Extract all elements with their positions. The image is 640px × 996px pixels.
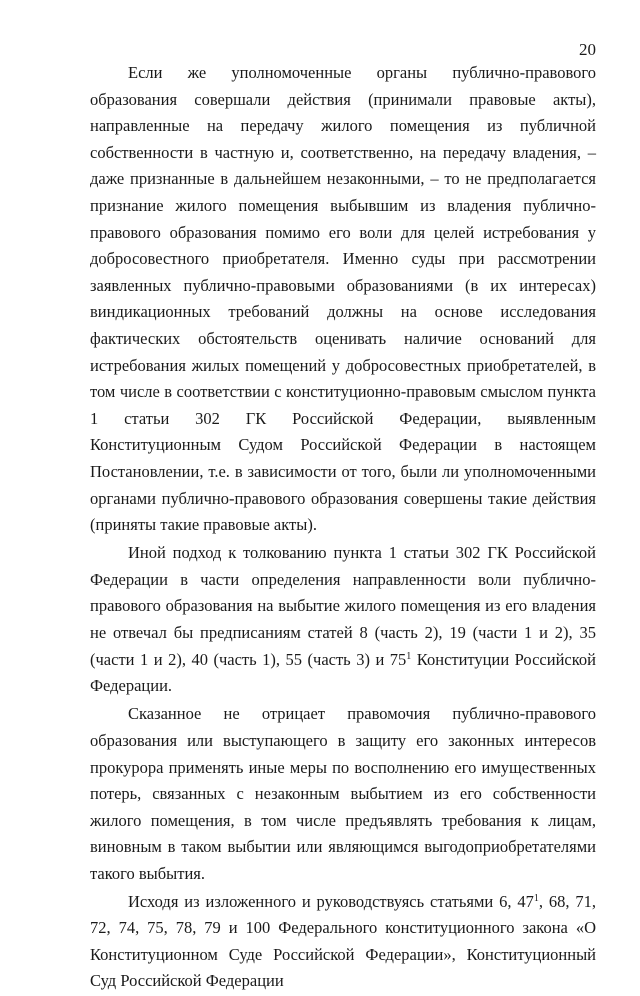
superscript-marker: 1 — [406, 650, 412, 662]
paragraph-3: Сказанное не отрицает правомочия публично-правового образования или выступающего в защиту его законных интересов прокурора применять иные меры по восполнению его имущественных потерь, связанных с незаконным выбытием из его собственности жилого помещения, в том числе предъявлять требования к лицам, виновным в таком выбытии или являющимся выгодоприобретателями такого выбытия. — [90, 704, 596, 883]
paragraph-4-text: Исходя из изложенного и руководствуясь статьями 6, 47 — [128, 892, 534, 912]
document-body — [90, 60, 596, 996]
superscript-marker: 1 — [533, 893, 539, 905]
paragraph-2-text-end: Конституции Российской Федерации. — [90, 649, 596, 696]
page-number: 20 — [579, 40, 596, 59]
paragraph-1: Если же уполномоченные органы публично-правового образования совершали действия (принимали правовые акты), направленные на передачу жилого помещения из публичной собственности в частную и, соответственно, на передачу владения, – даже признанные в дальнейшем незаконными, – то не предполагается признание жилого помещения выбывшим из владения публично-правового образования помимо его воли для целей истребования у добросовестного приобретателя. Именно суды при рассмотрении заявленных публично-правовыми образованиями (в их интересах) виндикационных требований должны на основе исследования фактических обстоятельств оценивать наличие оснований для истребования жилых помещений у добросовестных приобретателей, в том числе в соответствии с конституционно-правовым смыслом пункта 1 статьи 302 ГК Российской Федерации, выявленным Конституционным Судом Российской Федерации в настоящем Постановлении, т.е. в зависимости от того, были ли уполномоченными органами публично-правового образования совершены такие действия (приняты такие правовые акты). — [90, 63, 596, 535]
paragraph-2-text: Иной подход к толкованию пункта 1 статьи 302 ГК Российской Федерации в части определения направленности воли публично-правового образования на выбытие жилого помещения из его владения не отвечал бы предписаниям статей 8 (часть 2), 19 (части 1 и 2), 35 (части 1 и 2), 40 (часть 1), 55 (часть 3) и 75 — [90, 543, 596, 669]
paragraph-4-text-end: , 68, 71, 72, 74, 75, 78, 79 и 100 Федерального конституционного закона «О Конституционном Суде Российской Федерации», Конституционный Суд Российской Федерации — [90, 892, 597, 990]
paragraph-2 — [90, 540, 596, 700]
